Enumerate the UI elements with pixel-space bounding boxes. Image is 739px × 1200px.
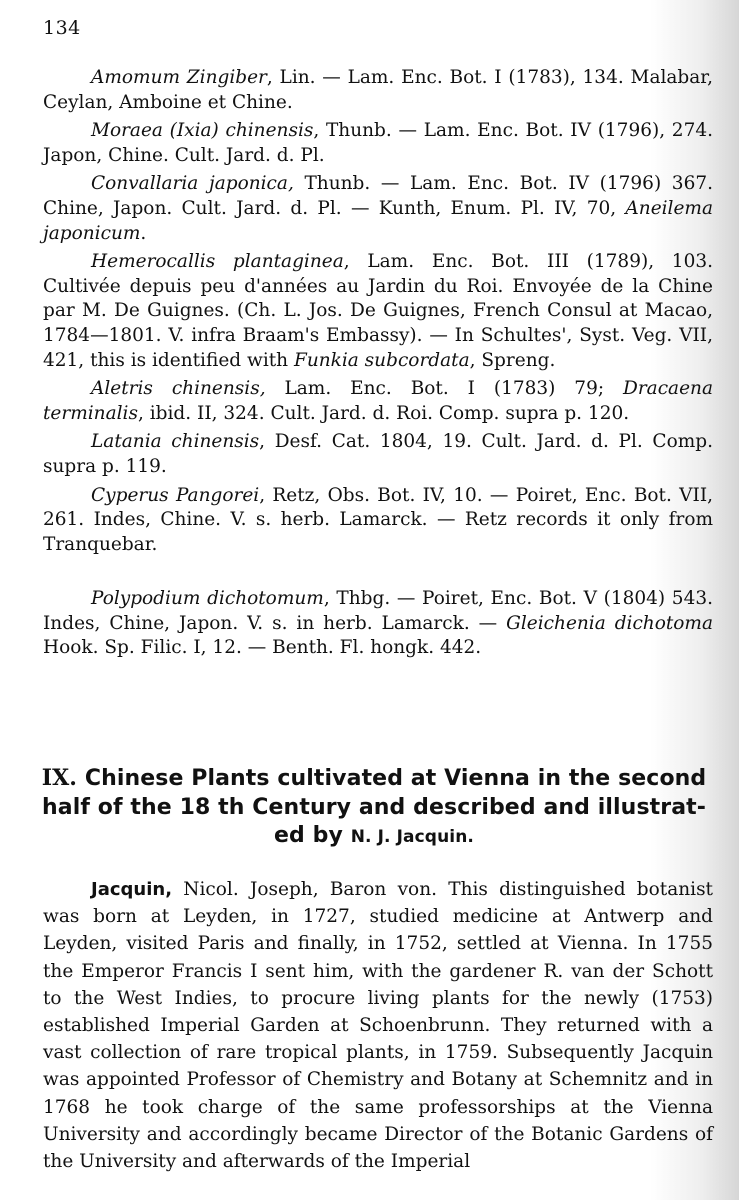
- plant-entry: [43, 66, 713, 115]
- plant-entry: [43, 172, 713, 246]
- synonym-name: Gleichenia dichotoma: [506, 612, 714, 634]
- plant-name: Convallaria japonica,: [91, 173, 294, 195]
- section-heading: [34, 764, 714, 852]
- plant-entry: [43, 250, 713, 373]
- section-author: N. J. Jacquin.: [350, 827, 474, 847]
- body-paragraph: [43, 876, 713, 1175]
- synonym-name: Dracaena terminalis: [43, 378, 713, 424]
- entry-text: , Thunb. — Lam. Enc. Bot. IV (1796), 274. Japon, Chine. Cult. Jard. d. Pl.: [43, 120, 713, 166]
- entry-text-end: , ibid. II, 324. Cult. Jard. d. Roi. Comp. supra p. 120.: [137, 402, 630, 424]
- plant-entry: [43, 377, 713, 426]
- plant-name: Polypodium dichotomum: [91, 588, 324, 610]
- plant-name: Hemerocallis plantaginea: [91, 251, 344, 273]
- synonym-name: Funkia subcordata: [293, 349, 470, 371]
- entry-text: Lam. Enc. Bot. I (1783) 79;: [265, 378, 623, 400]
- entry-text: , Desf. Cat. 1804, 19. Cult. Jard. d. Pl. Comp. supra p. 119.: [43, 431, 713, 477]
- entry-text: , Lin. — Lam. Enc. Bot. I (1783), 134. Malabar, Ceylan, Amboine et Chine.: [43, 67, 713, 113]
- paragraph-text: Nicol. Joseph, Baron von. This distinguished botanist was born at Leyden, in 1727, studied medicine at Antwerp and Leyden, visited Paris and finally, in 1752, settled at Vienna. In 1755 the Emperor Francis I sent him, with the gardener R. van der Schott to the West Indies, to procure living plants for the newly (1753) established Imperial Garden at Schoenbrunn. They returned with a vast collection of rare tropical plants, in 1759. Subsequently Jacquin was appointed Professor of Chemistry and Botany at Schemnitz and in 1768 he took charge of the same professorships at the Vienna University and accordingly became Director of the Botanic Gardens of the University and afterwards of the Imperial: [43, 879, 713, 1173]
- plant-name: Latania chinensis: [91, 431, 260, 453]
- plant-name: Cyperus Pangorei: [91, 484, 260, 506]
- entry-text: Thunb. — Lam. Enc. Bot. IV (1796) 367. Chine, Japon. Cult. Jard. d. Pl. — Kunth, Enum. Pl. IV, 70,: [43, 173, 713, 219]
- plant-entry: [43, 587, 713, 661]
- synonym-name: Aneilema japonicum: [43, 197, 713, 244]
- section-title: Chinese Plants cultivated at Vienna in the second half of the 18 th Century and described and illustrat-ed by: [42, 766, 707, 848]
- entry-text-end: , Spreng.: [469, 349, 556, 371]
- entry-text: , Retz, Obs. Bot. IV, 10. — Poiret, Enc. Bot. VII, 261. Indes, Chine. V. s. herb. Lamarck. — Retz records it only from Tranquebar.: [43, 484, 714, 555]
- plant-name: Aletris chinensis,: [91, 378, 266, 400]
- plant-name: Amomum Zingiber: [91, 67, 267, 88]
- plant-name: Moraea (Ixia) chinensis: [91, 120, 314, 142]
- entry-text-end: Hook. Sp. Filic. I, 12. — Benth. Fl. hongk. 442.: [43, 637, 482, 659]
- plant-entry: [43, 119, 713, 168]
- page-number: 134: [43, 17, 81, 39]
- paragraph-lead: Jacquin,: [91, 879, 173, 900]
- plant-entries-list: [43, 66, 713, 665]
- entry-text: , Lam. Enc. Bot. III (1789), 103. Cultivée depuis peu d'années au Jardin du Roi. Envoyée de la Chine par M. De Guignes. (Ch. L. Jos. De Guignes, French Consul at Macao, 1784—1801. V. infra Braam's Embassy). — In Schultes', Syst. Veg. VII, 421, this is identified with: [43, 251, 714, 371]
- plant-entry: [43, 484, 713, 558]
- plant-entry: [43, 430, 713, 479]
- entry-text-end: .: [140, 222, 147, 244]
- entry-text: , Thbg. — Poiret, Enc. Bot. V (1804) 543. Indes, Chine, Japon. V. s. in herb. Lamarck. —: [43, 588, 714, 634]
- section-number: IX.: [41, 765, 78, 791]
